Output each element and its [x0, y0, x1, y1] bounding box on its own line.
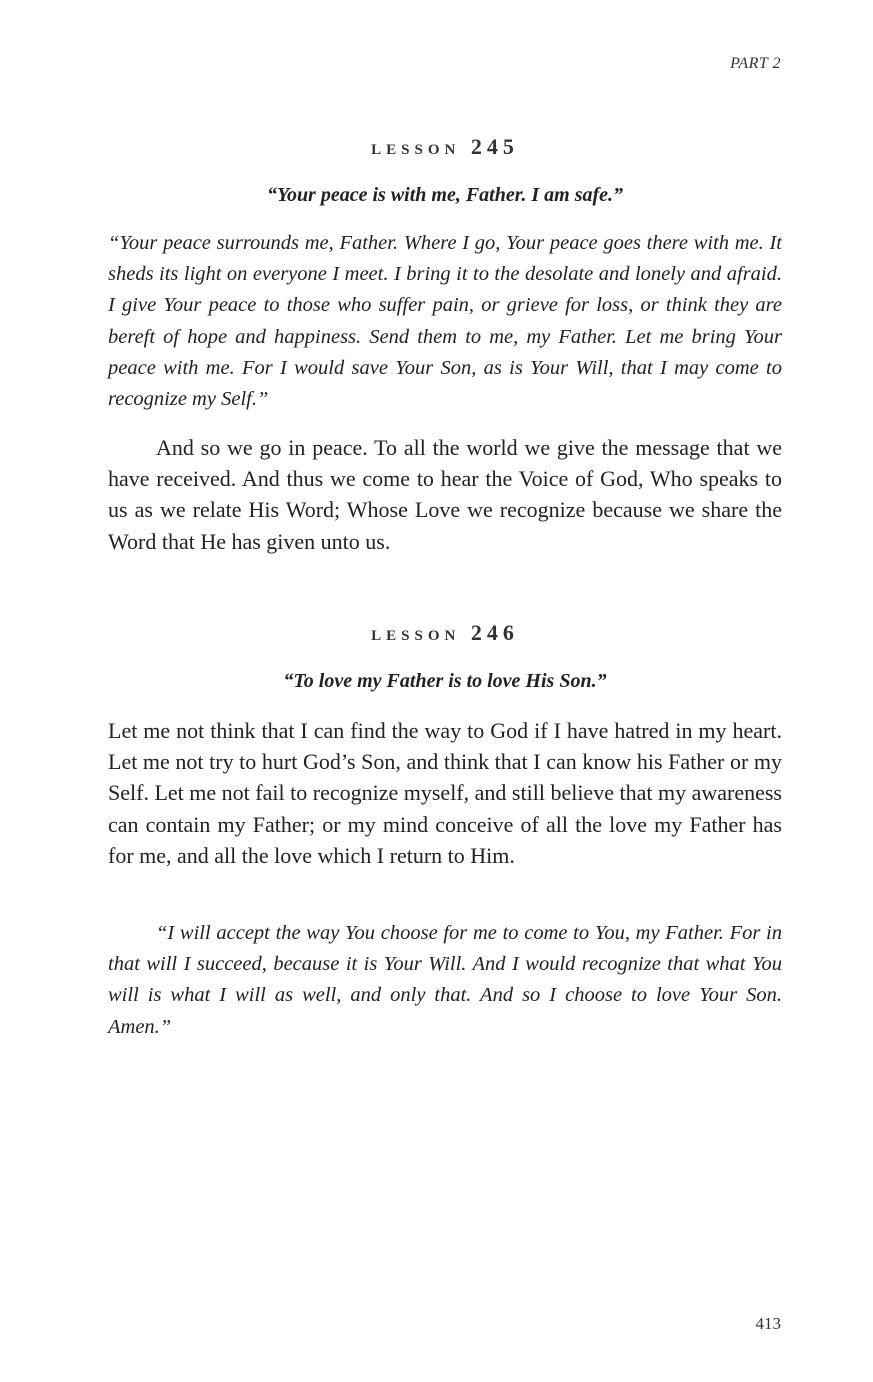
lesson-245-commentary: And so we go in peace. To all the world we give the message that we have received. And thus we come to hear the Voice of God, Who speaks to us as we relate His Word; Whose Love we recognize because we share the Word that He has given unto us.: [108, 435, 782, 554]
lesson-245-prayer: “Your peace surrounds me, Father. Where I go, Your peace goes there with me. It sheds its light on everyone I meet. I bring it to the desolate and lonely and afraid. I give Your peace to those who suffer pain, or grieve for loss, or think they are bereft of hope and happiness. Send them to me, my Father. Let me bring Your peace with me. For I would save Your Son, as is Your Will, that I may come to recognize my Self.”: [108, 232, 782, 411]
lesson-246-title: lesson 246: [371, 620, 519, 645]
lesson-246-prayer: “I will accept the way You choose for me to come to You, my Father. For in that will I succeed, because it is Your Will. And I would recognize that what You will is what I will as well, and only that. And so I choose to love Your Son. Amen.”: [108, 922, 782, 1038]
page-number: 413: [755, 1314, 781, 1333]
lesson-246-commentary: Let me not think that I can find the way to God if I have hatred in my heart. Let me not try to hurt God’s Son, and think that I can know his Father or my Self. Let me not fail to recognize myself, and still believe that my awareness can contain my Father; or my mind conceive of all the love my Father has for me, and all the love which I return to Him.: [108, 718, 782, 868]
lesson-246-quote: “To love my Father is to love His Son.”: [283, 670, 607, 692]
lesson-245-quote: “Your peace is with me, Father. I am safe.”: [266, 184, 624, 206]
lesson-245-title: lesson 245: [371, 134, 519, 159]
running-head: PART 2: [730, 55, 781, 72]
